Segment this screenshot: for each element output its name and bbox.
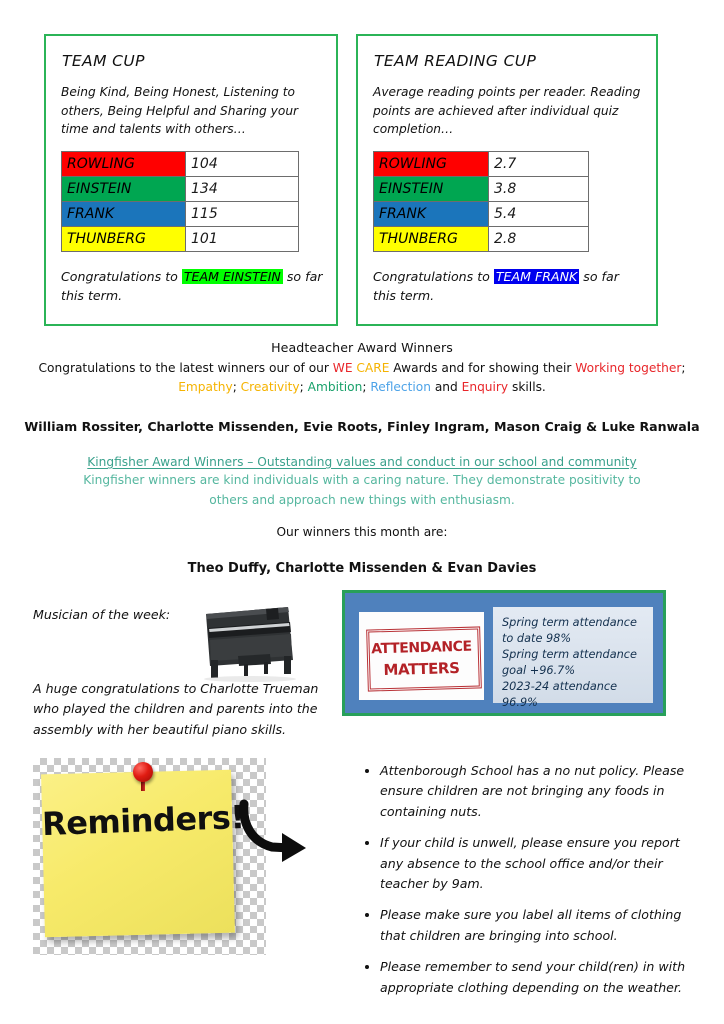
team-score-cell: 3.8 — [489, 176, 589, 201]
team-name-cell: EINSTEIN — [62, 176, 186, 201]
team-score-cell: 115 — [186, 201, 299, 226]
reminders-list — [352, 760, 698, 1008]
congrats-prefix: Congratulations to — [373, 268, 494, 284]
attendance-stats-panel — [493, 607, 653, 710]
team-cup-description: Being Kind, Being Honest, Listening to others, Being Helpful and Sharing your time and talents with others… — [61, 85, 299, 137]
table-row — [374, 176, 589, 201]
reading-cup-winner-highlight: TEAM FRANK — [495, 268, 578, 284]
table-row — [62, 176, 299, 201]
curved-arrow-icon — [238, 798, 313, 868]
list-item: • If your child is unwell, please ensure you report any absence to the school office and/or their teacher by 9am. — [380, 832, 698, 894]
pushpin-icon — [133, 762, 153, 782]
attendance-stat: Spring term attendance goal +96.7% — [502, 648, 637, 678]
table-row — [374, 151, 589, 176]
reading-cup-title: TEAM READING CUP — [374, 52, 537, 70]
team-cup-winner-highlight: TEAM EINSTEIN — [183, 268, 281, 284]
headteacher-heading: Headteacher Award Winners — [271, 340, 453, 355]
team-score-cell: 5.4 — [489, 201, 589, 226]
attendance-stat: 2023-24 attendance 96.9% — [502, 680, 618, 710]
sep-2: ; — [232, 379, 241, 394]
reading-cup-table — [373, 151, 589, 252]
sep-1: ; — [681, 361, 686, 375]
team-name-cell: ROWLING — [374, 151, 489, 176]
reading-cup-congratulations — [373, 267, 644, 306]
team-cup-congratulations — [61, 267, 324, 306]
team-name-cell: THUNBERG — [62, 226, 186, 251]
team-score-cell: 101 — [186, 226, 299, 251]
team-cup-box — [44, 34, 338, 326]
list-item: • Please remember to send your child(ren) in with appropriate clothing depending on the weather. — [380, 956, 698, 998]
value-reflection: Reflection — [370, 379, 431, 394]
team-cup-title: TEAM CUP — [62, 52, 145, 70]
value-enquiry: Enquiry — [461, 379, 509, 394]
kingfisher-award-section — [0, 455, 724, 576]
list-item: • Attenborough School has a no nut policy. Please ensure children are not bringing any foods in containing nuts. — [380, 760, 698, 822]
value-creativity: Creativity — [240, 379, 300, 394]
value-ambition: Ambition — [307, 379, 363, 394]
kingfisher-subheading: Our winners this month are: — [276, 524, 448, 539]
value-working-together: Working together — [575, 361, 682, 375]
team-cup-table — [61, 151, 299, 252]
table-row — [374, 226, 589, 251]
attendance-stat: Spring term attendance to date 98% — [502, 616, 637, 646]
we-label: WE — [332, 361, 353, 375]
sep-4: ; — [362, 379, 371, 394]
kingfisher-winner-names: Theo Duffy, Charlotte Missenden & Evan Davies — [187, 560, 537, 576]
stamp-line-1: ATTENDANCE — [371, 638, 472, 658]
headteacher-intro — [0, 359, 724, 397]
team-name-cell: THUNBERG — [374, 226, 489, 251]
intro-text-2: Awards and for showing their — [389, 361, 576, 375]
value-empathy: Empathy — [178, 379, 233, 394]
team-name-cell: ROWLING — [62, 151, 186, 176]
sep-6: skills. — [508, 379, 546, 394]
stamp-line-2: MATTERS — [383, 658, 460, 680]
sep-3: ; — [299, 379, 308, 394]
congrats-suffix: so far this term. — [373, 268, 619, 304]
care-label: CARE — [356, 361, 390, 375]
attendance-box — [342, 590, 666, 716]
table-row — [62, 201, 299, 226]
musician-of-the-week-label: Musician of the week: — [33, 607, 171, 622]
team-score-cell: 2.7 — [489, 151, 589, 176]
musician-description: A huge congratulations to Charlotte Trueman who played the children and parents into the assembly with her beautiful piano skills. — [33, 681, 319, 737]
congrats-prefix: Congratulations to — [61, 268, 182, 284]
headteacher-winner-names: William Rossiter, Charlotte Missenden, Evie Roots, Finley Ingram, Mason Craig & Luke Ranwala — [24, 418, 700, 434]
sep-5: and — [430, 379, 462, 394]
cups-row — [0, 34, 724, 326]
team-score-cell: 104 — [186, 151, 299, 176]
kingfisher-heading: Kingfisher Award Winners – Outstanding values and conduct in our school and community — [87, 455, 637, 469]
piano-icon — [192, 598, 310, 682]
team-name-cell: FRANK — [374, 201, 489, 226]
reading-cup-description: Average reading points per reader. Reading points are achieved after individual quiz completion… — [373, 85, 641, 137]
team-name-cell: FRANK — [62, 201, 186, 226]
reminders-graphic — [33, 758, 295, 963]
sticky-note-text: Reminders! — [41, 798, 246, 844]
team-score-cell: 2.8 — [489, 226, 589, 251]
team-name-cell: EINSTEIN — [374, 176, 489, 201]
table-row — [62, 226, 299, 251]
congrats-suffix: so far this term. — [61, 268, 323, 304]
intro-text-1: Congratulations to the latest winners our of our — [38, 361, 333, 375]
team-reading-cup-box — [356, 34, 658, 326]
list-item: • Please make sure you label all items of clothing that children are bringing into school. — [380, 904, 698, 946]
table-row — [374, 201, 589, 226]
table-row — [62, 151, 299, 176]
headteacher-award-section — [0, 340, 724, 434]
sticky-note — [41, 770, 246, 938]
kingfisher-body: Kingfisher winners are kind individuals with a caring nature. They demonstrate positivity to others and approach new things with enthusiasm. — [83, 473, 641, 507]
attendance-matters-stamp — [359, 612, 484, 700]
team-score-cell: 134 — [186, 176, 299, 201]
